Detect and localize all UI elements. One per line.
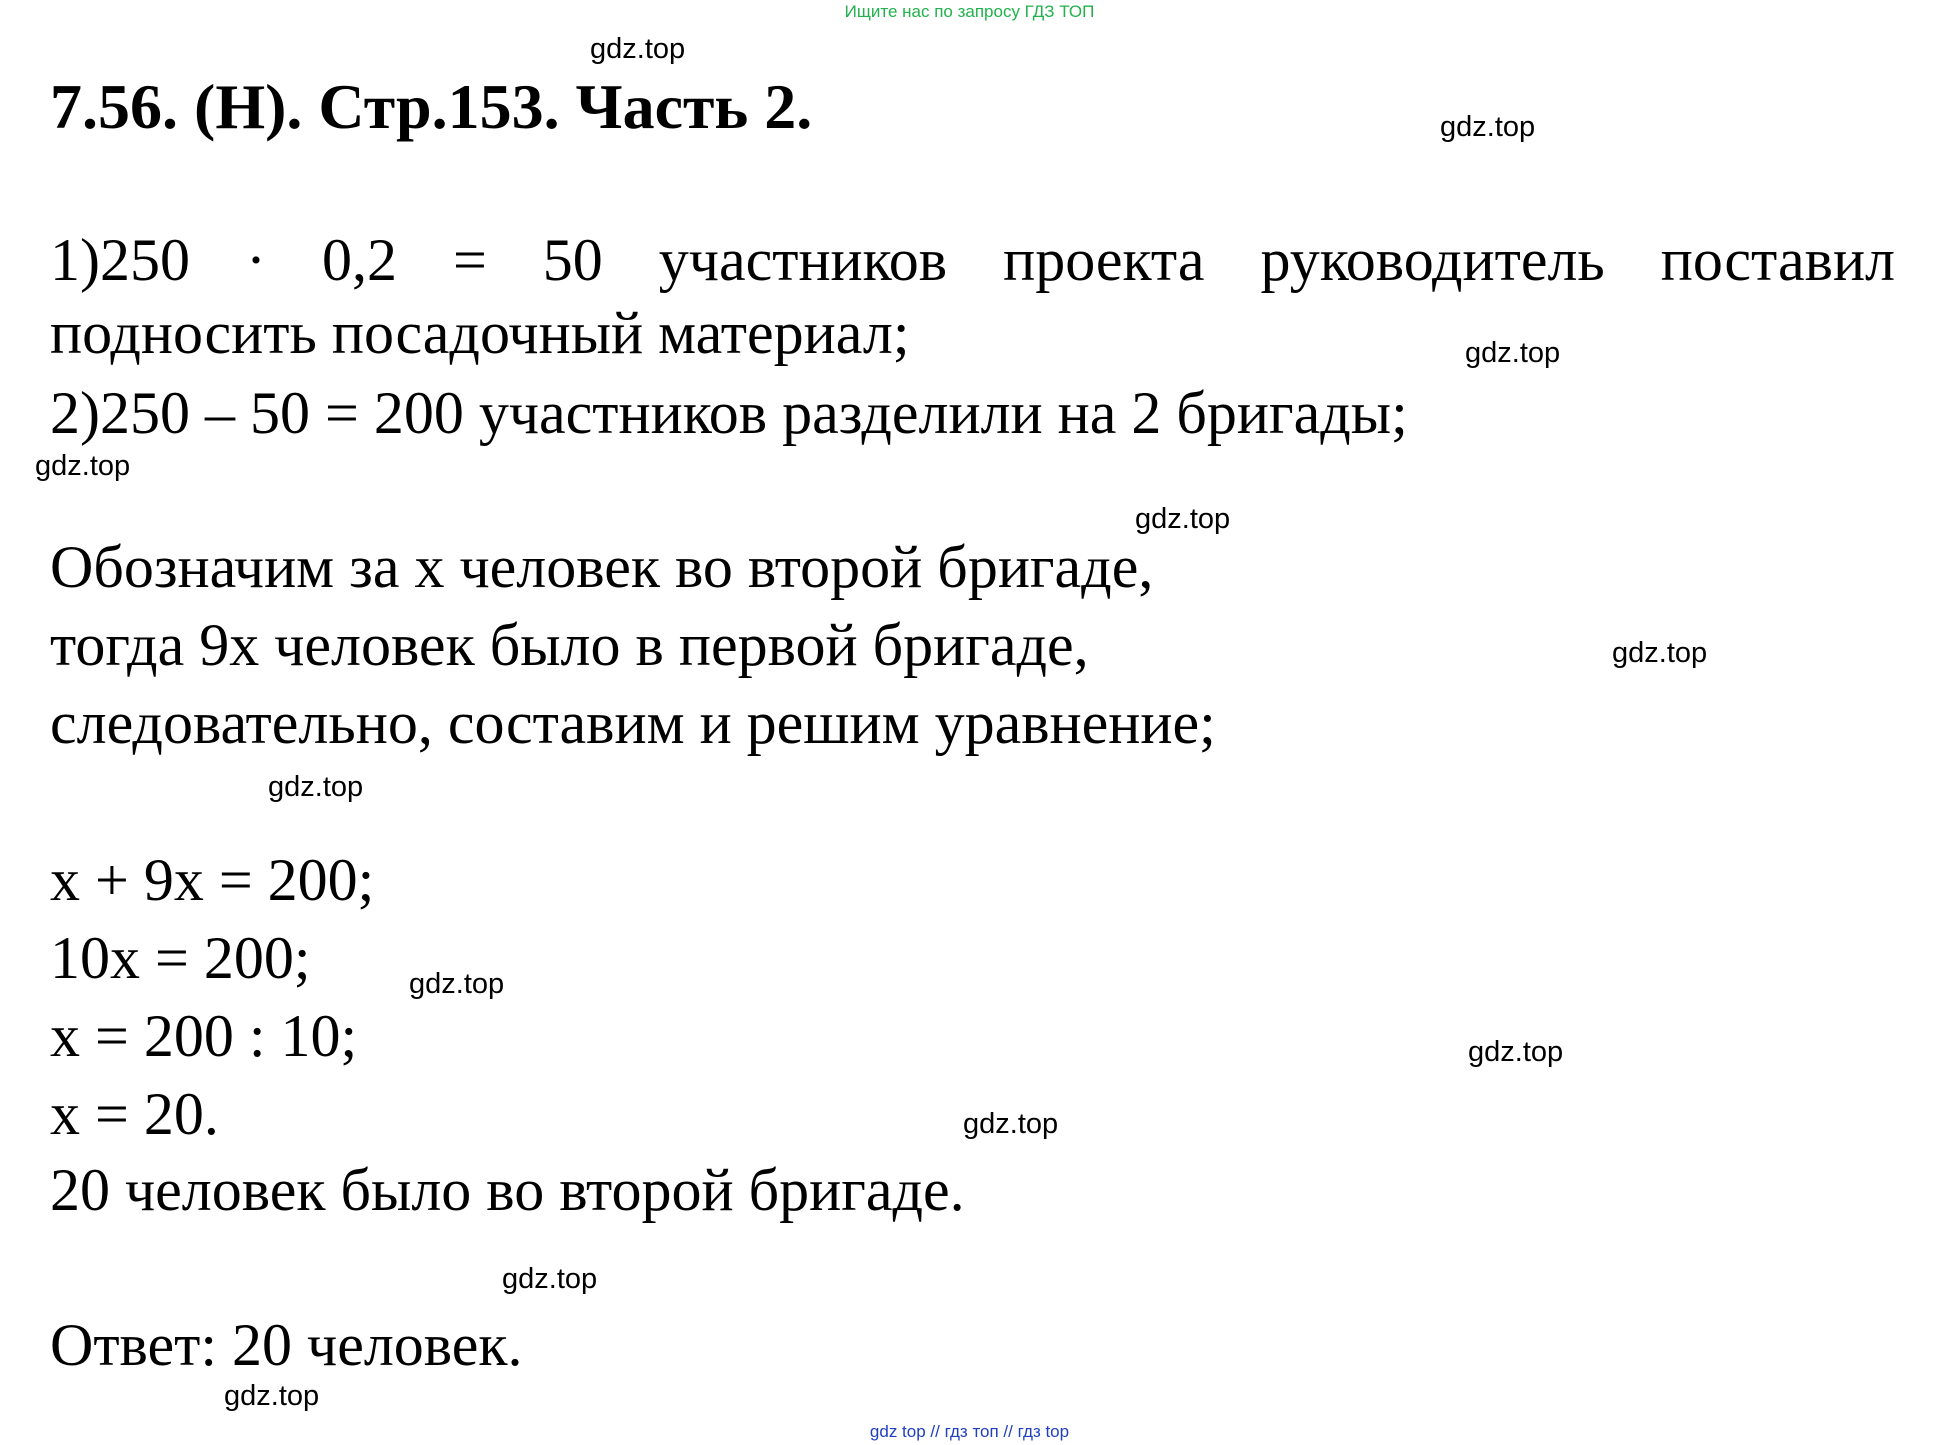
watermark: gdz.top (1465, 337, 1561, 369)
watermark: gdz.top (268, 771, 364, 803)
watermark: gdz.top (502, 1263, 598, 1295)
equation-4: х = 20. (50, 1081, 219, 1147)
setup-line-1: Обозначим за х человек во второй бригаде, (50, 534, 1154, 600)
watermark: gdz.top (1612, 637, 1708, 669)
page-title: 7.56. (Н). Стр.153. Часть 2. (50, 71, 813, 142)
equation-2: 10х = 200; (50, 925, 311, 991)
answer: Ответ: 20 человек. (50, 1312, 523, 1378)
top-banner: Ищите нас по запросу ГДЗ ТОП (844, 2, 1095, 21)
watermark: gdz.top (224, 1380, 320, 1412)
equation-3: х = 200 : 10; (50, 1003, 358, 1069)
setup-line-2: тогда 9х человек было в первой бригаде, (50, 612, 1089, 678)
watermark: gdz.top (35, 450, 131, 482)
watermark: gdz.top (409, 968, 505, 1000)
watermark: gdz.top (1135, 503, 1231, 535)
footer-links: gdz top // гдз топ // гдз top (869, 1422, 1070, 1441)
watermark: gdz.top (963, 1108, 1059, 1140)
solution-step1-line2: подносить посадочный материал; (50, 300, 910, 366)
conclusion: 20 человек было во второй бригаде. (50, 1157, 965, 1223)
setup-line-3: следовательно, составим и решим уравнение; (50, 690, 1216, 756)
watermark: gdz.top (1468, 1036, 1564, 1068)
watermark: gdz.top (590, 33, 686, 65)
watermark: gdz.top (1440, 111, 1536, 143)
equation-1: х + 9х = 200; (50, 847, 375, 913)
solution-step2: 2)250 – 50 = 200 участников разделили на 2 бригады; (50, 380, 1408, 446)
solution-step1-line1: 1)250 · 0,2 = 50 участников проекта руководитель поставил (50, 227, 1895, 293)
